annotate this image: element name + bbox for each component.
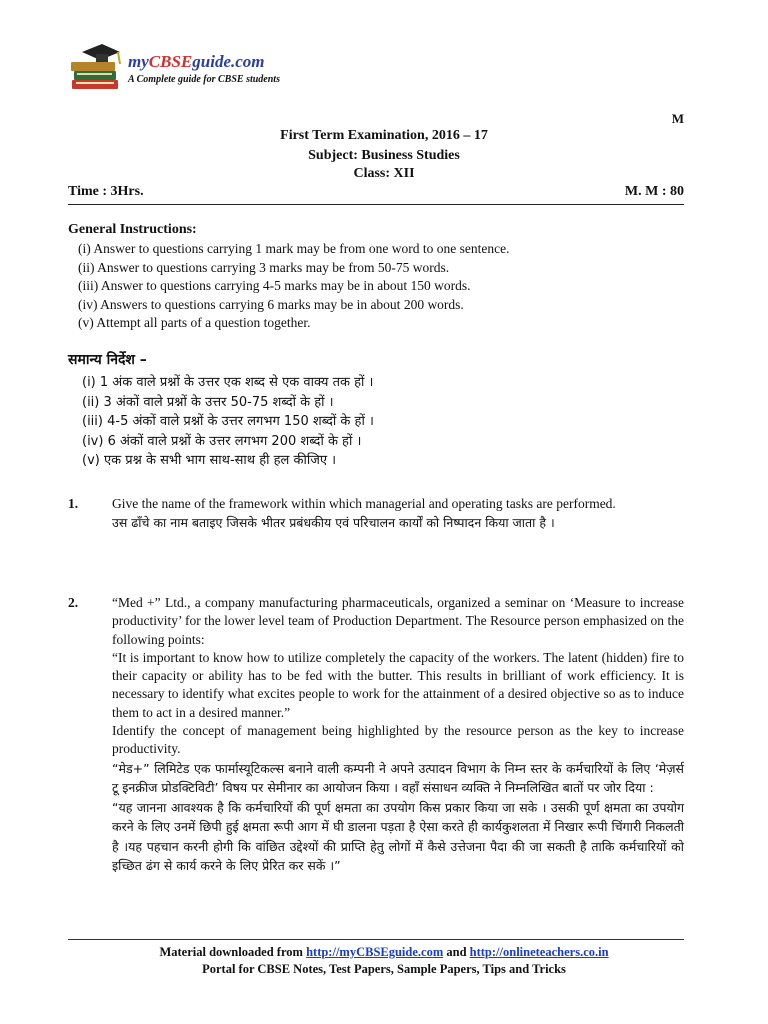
hindi-instruction-item: (i) 1 अंक वाले प्रश्नों के उत्तर एक शब्द से एक वाक्य तक हों । [82, 375, 374, 390]
class-line: Class: XII [353, 166, 415, 181]
logo-tagline: A Complete guide for CBSE students [128, 74, 280, 85]
question-intro-hindi: “मेड+” लिमिटेड एक फार्मास्यूटिकल्स बनाने वाली कम्पनी ने अपने उत्पादन विभाग के निम्न स्तर के कर्मचारियों के लिए ‘मेज़र्स टू इनक्रीज प्रोडक्टिविटी’ विषय पर सेमीनार का आयोजन किया । वहाँ संसाधन व्यक्ति ने निम्नलिखित बातों पर जोर दिया : [112, 760, 684, 796]
hindi-instruction-item: (iv) 6 अंकों वाले प्रश्नों के उत्तर लगभग 200 शब्दों के हों । [82, 433, 362, 449]
footer-tagline: Portal for CBSE Notes, Test Papers, Sample Papers, Tips and Tricks [202, 962, 566, 976]
max-marks-label: M. M : 80 [624, 184, 684, 199]
instruction-item: (iv) Answers to questions carrying 6 marks may be in about 200 words. [78, 296, 464, 312]
exam-title: First Term Examination, 2016 – 17 [280, 128, 488, 143]
general-instructions-list [78, 240, 510, 333]
question-number: 1. [68, 496, 79, 511]
time-label: Time : 3Hrs. [68, 184, 144, 199]
question-number: 2. [68, 595, 79, 610]
books-graduation-cap-icon [68, 38, 126, 96]
question-intro-english: “Med +” Ltd., a company manufacturing pharmaceuticals, organized a seminar on ‘Measure to increase productivity’ for the lower level team of Production Department. The Resource person emphasized on the following points: [112, 595, 684, 647]
question-1 [68, 495, 684, 533]
question-2 [68, 594, 684, 876]
footer-source-line: Material downloaded from http://myCBSEguide.com and http://onlineteachers.co.in [159, 945, 609, 959]
mycbseguide-link[interactable]: http://myCBSEguide.com [306, 945, 444, 959]
page-marker: M [671, 111, 684, 126]
instruction-item: (i) Answer to questions carrying 1 mark may be from one word to one sentence. [78, 241, 510, 256]
hindi-instruction-item: (ii) 3 अंकों वाले प्रश्नों के उत्तर 50-75 शब्दों के हों । [82, 394, 334, 410]
question-task-english: Identify the concept of management being highlighted by the resource person as the key to increase productivity. [112, 723, 684, 757]
instruction-item: (v) Attempt all parts of a question together. [78, 315, 311, 330]
hindi-instructions-title: समान्य निर्देश – [68, 352, 147, 368]
instruction-item: (iii) Answer to questions carrying 4-5 marks may be in about 150 words. [78, 278, 471, 293]
question-text-english: Give the name of the framework within which managerial and operating tasks are performed. [112, 496, 616, 511]
header-divider [68, 204, 684, 205]
site-logo[interactable] [68, 38, 308, 98]
general-instructions-title: General Instructions: [68, 222, 197, 237]
time-marks-row [68, 184, 684, 202]
onlineteachers-link[interactable]: http://onlineteachers.co.in [469, 945, 609, 959]
question-quote-hindi: “यह जानना आवश्यक है कि कर्मचारियों की पूर्ण क्षमता का उपयोग किस प्रकार किया जा सके । उसकी पूर्ण क्षमता का उपयोग करने के लिए उनमें छिपी हुई क्षमता रूपी आग में घी डालना पड़ता है ऐसा करते ही कार्यकुशलता में निखार रूपी चिंगारी निकलती है ।यह पहचान करनी होगी कि वांछित उद्देश्यों की प्राप्ति हेतु लोगों में कैसे उत्तेजना पैदा की जा सकती है ताकि कर्मचारियों को इच्छित ढंग से कार्य करने के लिए प्रेरित कर सकें ।” [112, 799, 684, 874]
logo-wordmark: myCBSEguide.com [128, 52, 265, 71]
instruction-item: (ii) Answer to questions carrying 3 marks may be from 50-75 words. [78, 259, 450, 275]
hindi-instructions-list [82, 373, 374, 471]
hindi-instruction-item: (iii) 4-5 अंकों वाले प्रश्नों के उत्तर लगभग 150 शब्दों के हों । [82, 414, 374, 429]
question-text-hindi: उस ढाँचे का नाम बताइए जिसके भीतर प्रबंधकीय एवं परिचालन कार्यों को निष्पादन किया जाता है । [112, 515, 555, 531]
subject-line: Subject: Business Studies [308, 148, 460, 163]
footer-divider [68, 939, 684, 940]
hindi-instruction-item: (v) एक प्रश्न के सभी भाग साथ-साथ ही हल कीजिए । [82, 453, 337, 468]
question-quote-english: “It is important to know how to utilize completely the capacity of the workers. The latent (hidden) fire to their capacity or ability has to be fed with the butter. This results in brilliant of work efficiency. It is necessary to identify what excites people to work for the attainment of a desired objective so as to induce them to act in a desired manner.” [112, 649, 684, 720]
